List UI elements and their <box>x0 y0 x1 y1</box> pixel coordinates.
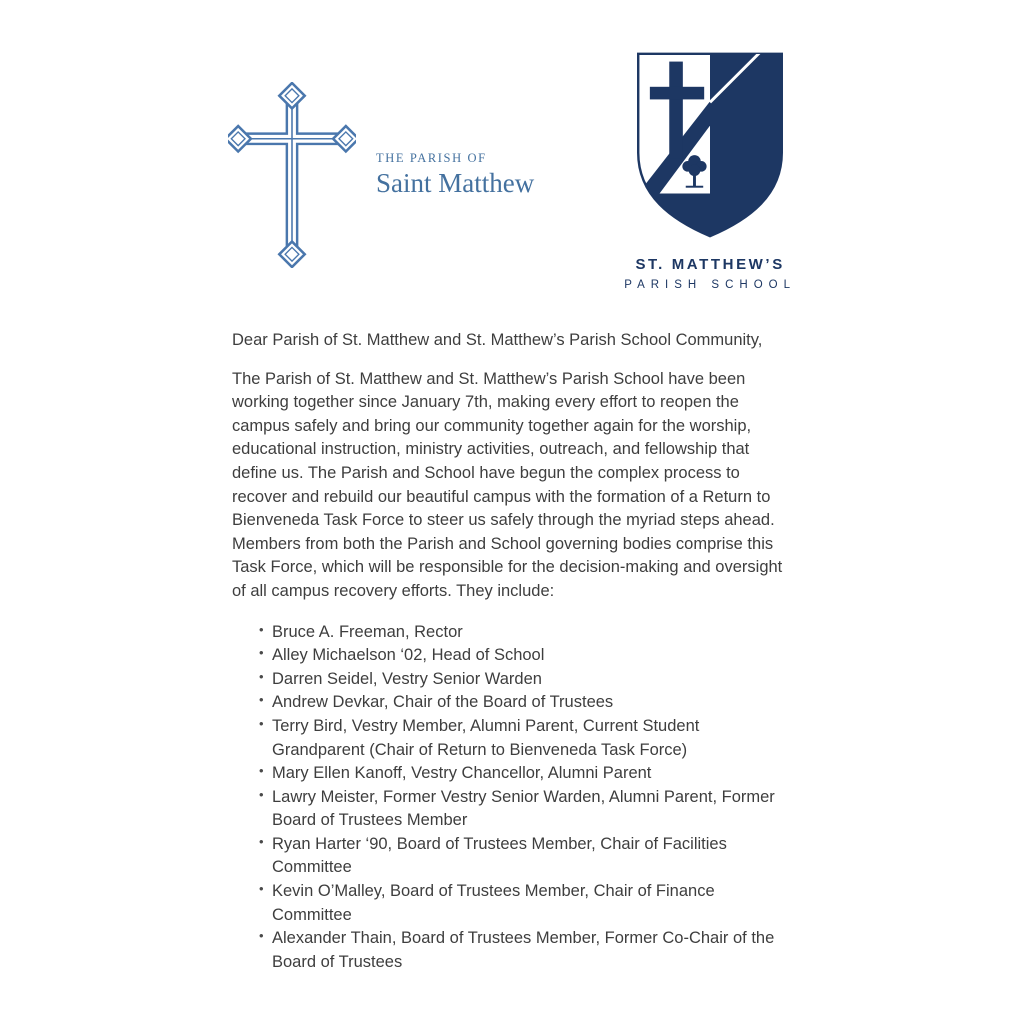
list-item: • Mary Ellen Kanoff, Vestry Chancellor, Alumni Parent <box>272 762 792 786</box>
parish-cross-icon <box>228 82 356 268</box>
parish-wordmark-top: THE PARISH OF <box>376 151 487 165</box>
list-item: • Alley Michaelson ‘02, Head of School <box>272 644 792 668</box>
list-item: • Darren Seidel, Vestry Senior Warden <box>272 668 792 692</box>
letter-paragraph: The Parish of St. Matthew and St. Matthew’s Parish School have been working together since January 7th, making every effort to reopen the campus safely and bring our community together again for the worship, educational instruction, ministry activities, outreach, and fellowship that define us. The Parish and School have begun the complex process to recover and rebuild our beautiful campus with the formation of a Return to Bienveneda Task Force to steer us safely through the myriad steps ahead. Members from both the Parish and School governing bodies comprise this Task Force, which will be responsible for the decision-making and oversight of all campus recovery efforts. They include: <box>232 369 783 600</box>
letterhead <box>228 0 796 291</box>
school-wordmark-sub: PARISH SCHOOL <box>624 279 796 291</box>
parish-logo <box>228 82 534 268</box>
list-item: • Andrew Devkar, Chair of the Board of Trustees <box>272 691 792 715</box>
parish-wordmark-name: Saint Matthew <box>376 168 535 198</box>
list-item: • Lawry Meister, Former Vestry Senior Warden, Alumni Parent, Former Board of Trustees Member <box>272 786 792 833</box>
school-logo <box>624 48 796 291</box>
school-shield-icon <box>631 48 789 242</box>
list-item: • Ryan Harter ‘90, Board of Trustees Member, Chair of Facilities Committee <box>272 833 792 880</box>
list-item: • Terry Bird, Vestry Member, Alumni Parent, Current Student Grandparent (Chair of Return to Bienveneda Task Force) <box>272 715 792 762</box>
list-item: • Alexander Thain, Board of Trustees Member, Former Co-Chair of the Board of Trustees <box>272 927 792 974</box>
task-force-member-list <box>232 621 792 975</box>
letter-body <box>232 329 792 990</box>
list-item: • Bruce A. Freeman, Rector <box>272 621 792 645</box>
list-item: • Kevin O’Malley, Board of Trustees Member, Chair of Finance Committee <box>272 880 792 927</box>
parish-wordmark <box>376 151 534 199</box>
salutation: Dear Parish of St. Matthew and St. Matthew’s Parish School Community, <box>232 331 763 349</box>
school-wordmark-name: ST. MATTHEW’S <box>635 256 785 273</box>
